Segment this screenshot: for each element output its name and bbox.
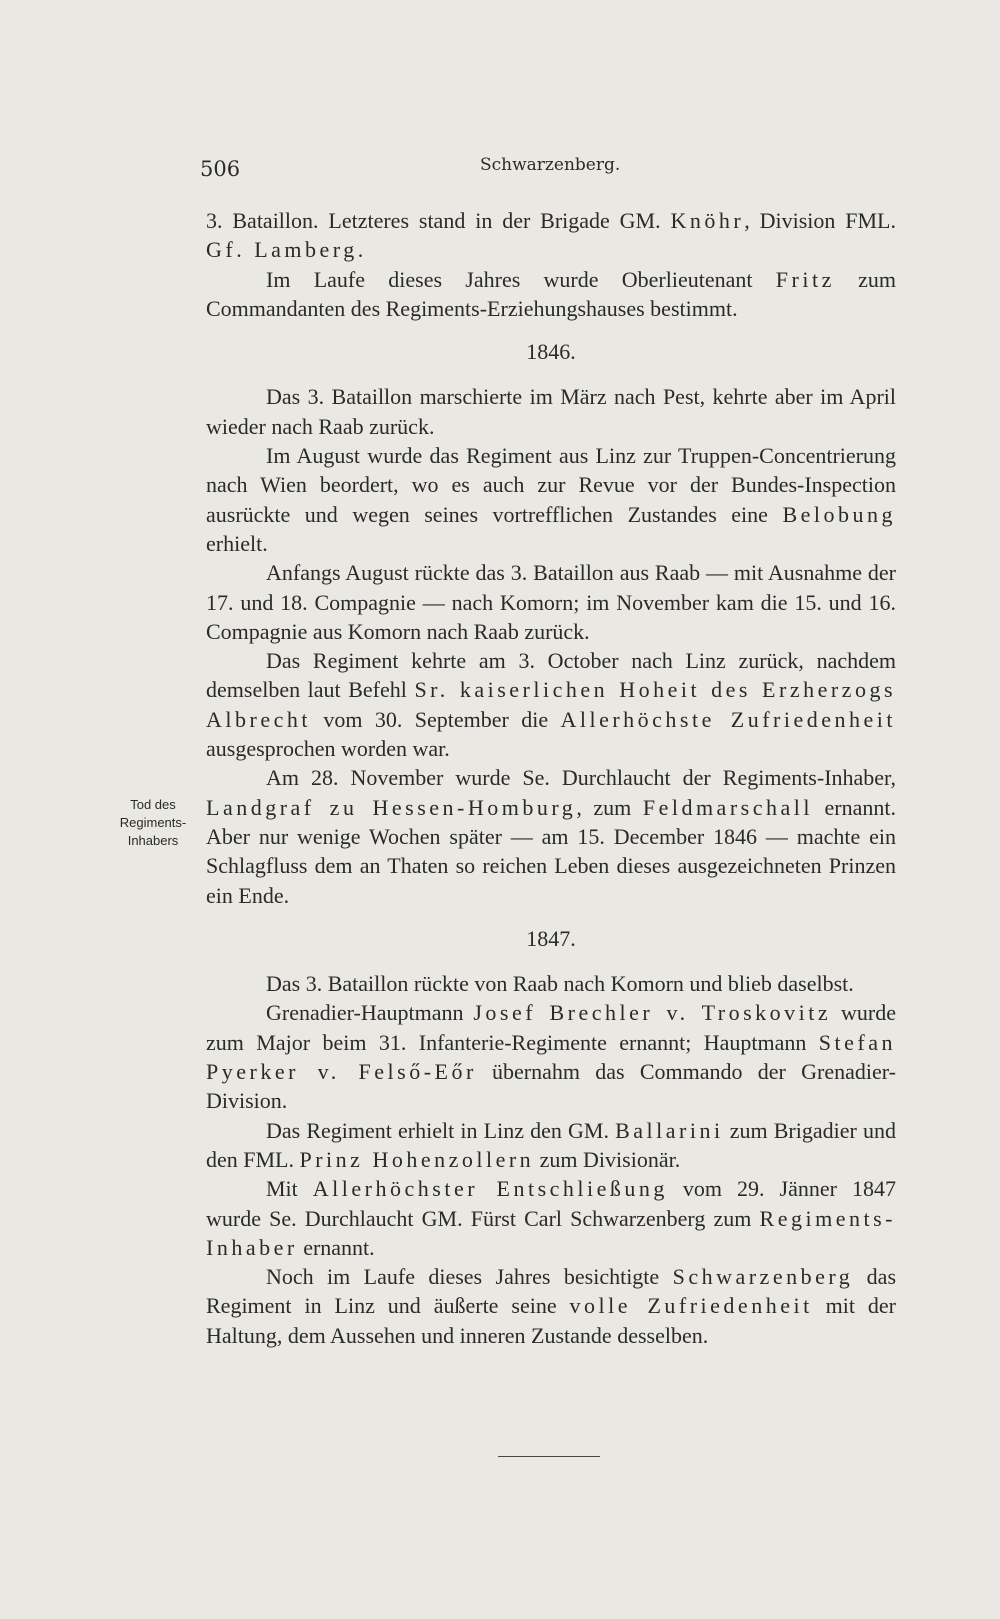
paragraph bbox=[206, 441, 896, 558]
paragraph bbox=[206, 998, 896, 1115]
paragraph: Anfangs August rückte das 3. Bataillon aus Raab — mit Ausnahme der 17. und 18. Compagnie — nach Komorn; im November kam die 15. und 16. Compagnie aus Komorn nach Raab zurück. bbox=[206, 560, 896, 644]
text-run: Fürst Carl Schwarzenberg bbox=[470, 1205, 706, 1231]
text-run: Noch im Laufe dieses Jahres besichtigte bbox=[266, 1264, 673, 1290]
page-header bbox=[200, 153, 900, 185]
spaced-name: volle Zufriedenheit bbox=[569, 1293, 813, 1319]
text-run: zum Brigadier und den FML. bbox=[206, 1117, 896, 1172]
spaced-name: Feldmarschall bbox=[642, 794, 813, 820]
spaced-name: Allerhöchste Zufriedenheit bbox=[560, 706, 896, 732]
margin-note-line: Regiments- bbox=[119, 815, 187, 830]
margin-note bbox=[108, 796, 198, 850]
text-run: zum Commandanten des Regiments-Erziehungshauses bestimmt. bbox=[206, 266, 896, 321]
paragraph bbox=[206, 1262, 896, 1350]
spaced-name: Prinz Hohenzollern bbox=[299, 1146, 535, 1172]
margin-note-line: Inhabers bbox=[127, 833, 179, 848]
year-heading: 1847. bbox=[526, 925, 576, 951]
text-run: zum Divisionär. bbox=[534, 1146, 681, 1172]
text-run: Mit bbox=[266, 1176, 313, 1202]
text-run: erhielt. bbox=[206, 530, 268, 556]
spaced-name: Sr. kaiserlichen Hoheit des Erzherzogs Albrecht bbox=[206, 677, 897, 732]
spaced-name: Stefan Pyerker v. Felső-Eőr bbox=[206, 1029, 896, 1085]
text-run: Im Laufe dieses Jahres wurde Oberlieutenant bbox=[266, 266, 776, 292]
spaced-name: Schwarzenberg bbox=[672, 1264, 854, 1290]
spaced-name: Fritz bbox=[775, 266, 835, 292]
paragraph bbox=[206, 265, 896, 324]
spaced-name: Ballarini bbox=[615, 1117, 724, 1143]
spaced-name: Josef Brechler v. Troskovitz bbox=[473, 1000, 832, 1026]
year-heading: 1846. bbox=[526, 339, 576, 365]
spaced-name: Regiments-Inhaber bbox=[206, 1205, 896, 1260]
page-number: 506 bbox=[200, 157, 241, 181]
text-run: 3. Bataillon. Letzteres stand in der Brigade GM. bbox=[206, 208, 671, 233]
text-run: Das Regiment kehrte am 3. October nach Linz zurück, nachdem demselben laut Befehl bbox=[206, 648, 896, 703]
paragraph bbox=[206, 763, 896, 909]
text-run: , zum bbox=[576, 794, 643, 820]
running-title: Schwarzenberg. bbox=[480, 155, 621, 175]
paragraph: Das 3. Bataillon marschierte im März nach Pest, kehrte aber im April wieder nach Raab zurück. bbox=[206, 384, 896, 439]
text-run: vom 30. September die bbox=[310, 706, 561, 732]
text-run: mit der Haltung, dem Aussehen und inneren Zustande desselben. bbox=[206, 1293, 896, 1348]
text-run: Grenadier-Hauptmann bbox=[266, 1000, 474, 1026]
paragraph bbox=[206, 206, 896, 265]
body-text bbox=[206, 206, 896, 1350]
spaced-name: Allerhöchster Entschließung bbox=[312, 1176, 668, 1202]
paragraph bbox=[206, 1174, 896, 1262]
margin-note-line: Tod des bbox=[130, 797, 176, 812]
text-run: ausgesprochen worden war. bbox=[206, 736, 450, 762]
text-run: übernahm das Commando der Grenadier-Division. bbox=[206, 1059, 896, 1114]
text-run: Im August wurde das Regiment aus Linz zur Truppen-Concentrierung nach Wien beordert, wo es auch zur Revue vor der Bundes-Inspection ausrückte und wegen seines vortrefflichen Zustandes eine bbox=[206, 443, 896, 527]
text-run: das Regiment in Linz und äußerte seine bbox=[206, 1264, 897, 1319]
text-run: , Division FML. bbox=[744, 208, 896, 233]
text-run: wurde zum Major beim 31. Infanterie-Regimente ernannt; Hauptmann bbox=[206, 1000, 896, 1055]
text-run: Am 28. November wurde Se. Durchlaucht der Regiments-Inhaber, bbox=[266, 765, 896, 791]
spaced-name: Knöhr bbox=[670, 208, 745, 233]
footer-rule bbox=[498, 1456, 600, 1457]
text-run: . bbox=[357, 237, 364, 263]
paragraph: Das 3. Bataillon rückte von Raab nach Komorn und blieb daselbst. bbox=[266, 971, 854, 997]
spaced-name: Landgraf zu Hessen-Homburg bbox=[206, 794, 577, 820]
text-run: vom 29. Jänner 1847 wurde Se. Durchlaucht GM. bbox=[206, 1176, 896, 1231]
text-run: Das Regiment erhielt in Linz den GM. bbox=[266, 1117, 616, 1143]
text-run: ernannt. bbox=[297, 1234, 375, 1260]
paragraph bbox=[206, 646, 896, 763]
spaced-name: Gf. Lamberg bbox=[206, 237, 358, 263]
spaced-name: Belobung bbox=[782, 501, 896, 527]
paragraph bbox=[206, 1116, 896, 1175]
text-run: ernannt. Aber nur wenige Wochen später — am 15. December 1846 — machte ein Schlagfluss dem an Thaten so reichen Leben dieses ausgezeichneten Prinzen ein Ende. bbox=[206, 794, 896, 908]
text-run: zum bbox=[705, 1205, 760, 1231]
